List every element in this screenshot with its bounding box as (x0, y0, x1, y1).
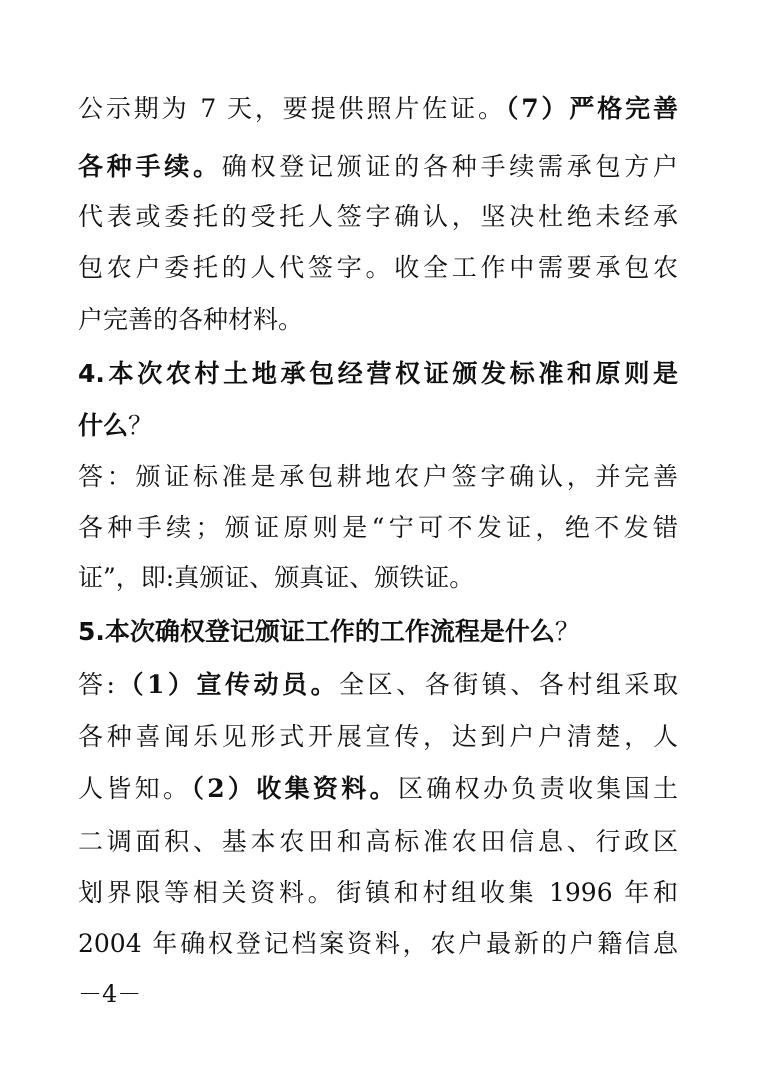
text-segment: 户完善的各种材料。 (78, 305, 304, 334)
text-segment: 答: (78, 670, 115, 699)
question-heading-5 (78, 607, 678, 657)
answer-line-5 (78, 712, 678, 762)
text-segment: 各种喜闻乐见形式开展宣传，达到户户清楚，人 (78, 722, 678, 751)
question-heading-4 (78, 349, 678, 399)
text-line-3 (78, 192, 678, 242)
text-segment: 二调面积、基本农田和高标准农田信息、行政区 (78, 827, 678, 856)
bold-item-heading: （7）严格完善 (505, 94, 678, 123)
text-segment: 划界限等相关资料。街镇和村组收集 1996 年和 (78, 878, 678, 907)
text-line-4 (78, 243, 678, 293)
page-number: －4－ (78, 980, 142, 1008)
question-mark: ？ (128, 411, 154, 440)
question-text: 4.本次农村土地承包经营权证颁发标准和原则是 (78, 359, 678, 388)
answer-line-2 (78, 503, 678, 553)
text-segment: 区确权办负责收集国土 (397, 774, 678, 803)
question-heading-4-cont (78, 401, 678, 451)
bold-item-heading: 各种手续。 (78, 152, 222, 181)
question-text: 5.本次确权登记颁证工作的工作流程是什么 (78, 617, 555, 646)
text-segment: 公示期为 7 天，要提供照片佐证。 (78, 94, 506, 123)
text-segment: 各种手续；颁证原则是“宁可不发证，绝不发错 (78, 513, 678, 542)
answer-line-8 (78, 868, 678, 918)
answer-line-9 (78, 919, 678, 969)
bold-item-heading: （2）收集资料。 (191, 774, 398, 803)
answer-line-1 (78, 452, 678, 502)
answer-line-3 (78, 553, 678, 603)
text-segment: 代表或委托的受托人签字确认，坚决杜绝未经承 (78, 202, 678, 231)
answer-line-6 (78, 764, 678, 814)
answer-line-4 (78, 660, 678, 710)
text-segment: 2004 年确权登记档案资料，农户最新的户籍信息 (78, 929, 678, 958)
text-segment: 证”，即:真颁证、颁真证、颁铁证。 (78, 563, 475, 592)
question-mark: ？ (554, 617, 580, 646)
answer-line-7 (78, 817, 678, 867)
text-line-2 (78, 142, 678, 192)
text-segment: 包农户委托的人代签字。收全工作中需要承包农 (78, 253, 678, 282)
text-segment: 全区、各街镇、各村组采取 (339, 670, 678, 699)
text-line-1 (78, 84, 678, 134)
text-segment: 人皆知。 (78, 774, 192, 803)
text-segment: 确权登记颁证的各种手续需承包方户 (221, 152, 678, 181)
text-segment: 答：颁证标准是承包耕地农户签字确认，并完善 (78, 462, 678, 491)
text-line-5 (78, 295, 678, 345)
bold-item-heading: （1）宣传动员。 (114, 670, 340, 699)
question-text: 什么 (78, 411, 129, 440)
